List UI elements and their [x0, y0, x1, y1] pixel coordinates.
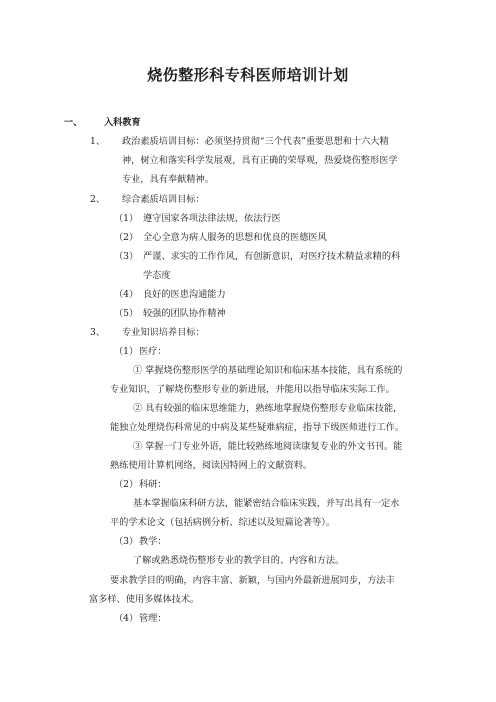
paragraph-line: 平的学术论文（包括病例分析、综述以及短篇论著等）。 [110, 517, 336, 528]
sub-item-number: （1） [114, 213, 139, 224]
paragraph-line: 要求教学目的明确，内容丰富、新颖，与国内外最新进展同步，方法丰 [110, 575, 395, 586]
sub-item-text: 学态度 [143, 270, 171, 281]
document-title: 烧伤整形科专科医师培训计划 [147, 66, 349, 84]
section-heading: 入科教育 [104, 117, 141, 128]
paragraph-line: 了解或熟悉烧伤整形专业的教学目的、内容和方法。 [133, 555, 345, 566]
paragraph-line: ① 掌握烧伤整形医学的基础理论知识和临床基本技能，具有系统的 [133, 365, 403, 376]
sub-item-label: 教学： [139, 536, 167, 547]
sub-item-text: 良好的医患沟通能力 [143, 289, 226, 300]
item-text-line: 政治素质培训目标：必须坚持贯彻“三个代表”重要思想和十六大精 [122, 136, 389, 147]
paragraph-line: 能独立处理烧伤科常见的中病及某些疑难病症，指导下级医师进行工作。 [110, 422, 404, 433]
sub-item-number: （3） [114, 251, 139, 262]
item-text-line: 专业知识培养目标： [122, 327, 205, 338]
paragraph-line: 专业知识，了解烧伤整形专业的新进展，并能用以指导临床实际工作。 [110, 384, 395, 395]
sub-item-text: 全心全意为病人服务的思想和优良的医德医风 [143, 232, 327, 243]
sub-item-label: 医疗： [139, 346, 167, 357]
sub-item-number: （5） [114, 308, 139, 319]
item-text-line: 专业，具有奉献精神。 [122, 174, 214, 185]
paragraph-line: ③ 掌握一门专业外语，能比较熟练地阅读康复专业的外文书刊。能 [133, 441, 403, 452]
item-number: 1、 [90, 136, 106, 147]
sub-item-text: 严谨、求实的工作作风，有创新意识，对医疗技术精益求精的科 [143, 251, 401, 262]
sub-item-number: （1） [114, 346, 139, 357]
sub-item-number: （4） [114, 289, 139, 300]
item-number: 3、 [90, 327, 106, 338]
sub-item-number: （2） [114, 479, 139, 490]
sub-item-text: 较强的团队协作精神 [143, 308, 226, 319]
item-number: 2、 [90, 194, 106, 205]
item-text-line: 综合素质培训目标： [122, 194, 205, 205]
sub-item-number: （2） [114, 232, 139, 243]
sub-item-text: 遵守国家各项法律法规，依法行医 [143, 213, 281, 224]
sub-item-number: （3） [114, 536, 139, 547]
section-number: 一、 [64, 117, 83, 128]
paragraph-line: 基本掌握临床科研方法，能紧密结合临床实践，并写出具有一定水 [133, 498, 400, 509]
sub-item-label: 科研： [139, 479, 167, 490]
sub-item-label: 管理： [139, 613, 167, 624]
paragraph-line: 富多样、使用多媒体技术。 [89, 594, 200, 605]
item-text-line: 神，树立和落实科学发展观，具有正确的荣辱观，热爱烧伤整形医学 [122, 155, 398, 166]
paragraph-line: ② 具有较强的临床思维能力，熟练地掌握烧伤整形专业临床技能， [133, 403, 403, 414]
sub-item-number: （4） [114, 613, 139, 624]
paragraph-line: 熟练使用计算机网络，阅读因特网上的文献资料。 [110, 460, 313, 471]
